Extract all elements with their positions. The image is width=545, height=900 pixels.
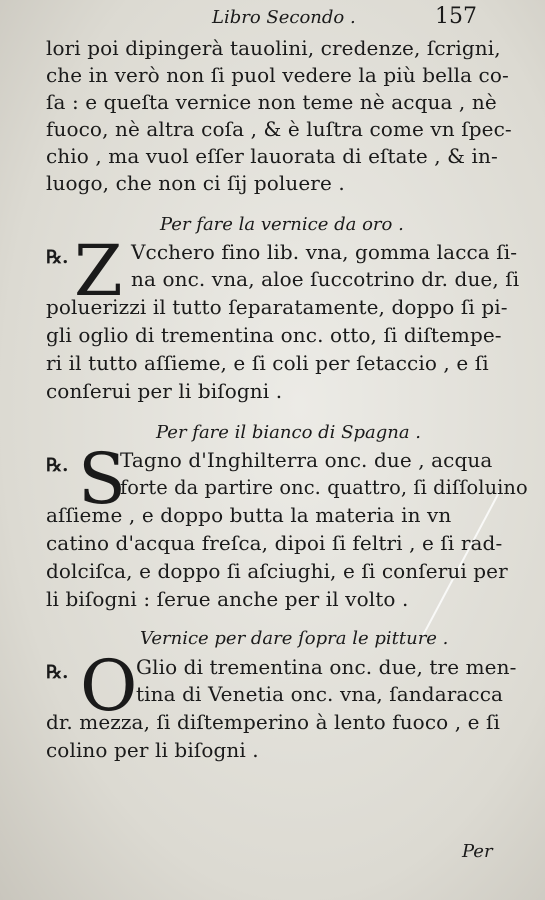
text-line: luogo, che non ci ſij poluere . <box>46 171 345 195</box>
page-number: 157 <box>435 4 477 29</box>
text-line: lori poi dipingerà tauolini, credenze, ſcrigni, <box>46 36 501 60</box>
text-line: dolciſca, e doppo ſi aſciughi, e ſi conſerui per <box>46 559 508 583</box>
drop-capital: S <box>78 438 126 520</box>
rx-symbol: ℞. <box>46 662 69 683</box>
text-line: Glio di trementina onc. due, tre men- <box>136 655 517 679</box>
rx-symbol: ℞. <box>46 455 69 476</box>
text-line: Vcchero fino lib. vna, gomma lacca ſi- <box>131 240 518 264</box>
text-line: ſa : e queſta vernice non teme nè acqua , nè <box>46 90 497 114</box>
text-line: ri il tutto aſſieme, e ſi coli per ſetaccio , e ſi <box>46 351 489 375</box>
catchword: Per <box>462 841 493 862</box>
text-line: che in verò non ſi puol vedere la più bella co- <box>46 63 509 87</box>
text-line: catino d'acqua freſca, dipoi ſi feltri , e ſi rad- <box>46 531 503 555</box>
text-line: colino per li biſogni . <box>46 738 259 762</box>
text-line: gli oglio di trementina onc. otto, ſi diſtempe- <box>46 323 502 347</box>
recipe-heading: Per fare il bianco di Spagna . <box>156 422 422 443</box>
text-line: forte da partire onc. quattro, ſi diſſoluino <box>120 475 528 499</box>
text-line: tina di Venetia onc. vna, ſandaracca <box>136 682 504 706</box>
text-line: dr. mezza, ſi diſtemperino à lento fuoco , e ſi <box>46 710 501 734</box>
running-head: Libro Secondo . <box>212 7 356 28</box>
page-header <box>0 4 545 32</box>
drop-capital: Z <box>74 230 123 312</box>
text-line: na onc. vna, aloe ſuccotrino dr. due, ſi <box>131 267 520 291</box>
text-line: aſſieme , e doppo butta la materia in vn <box>46 503 452 527</box>
text-line: conſerui per li biſogni . <box>46 379 283 403</box>
text-line: poluerizzi il tutto ſeparatamente, doppo ſi pi- <box>46 295 508 319</box>
text-line: fuoco, nè altra coſa , & è luſtra come vn ſpec- <box>46 117 512 141</box>
recipe-heading: Per fare la vernice da oro . <box>160 214 404 235</box>
drop-capital: O <box>80 645 138 727</box>
text-line: chio , ma vuol eſſer lauorata di eſtate , & in- <box>46 144 498 168</box>
recipe-heading: Vernice per dare ſopra le pitture . <box>140 628 449 649</box>
rx-symbol: ℞. <box>46 247 69 268</box>
text-line: Tagno d'Inghilterra onc. due , acqua <box>120 448 493 472</box>
text-line: li biſogni : ſerue anche per il volto . <box>46 587 409 611</box>
